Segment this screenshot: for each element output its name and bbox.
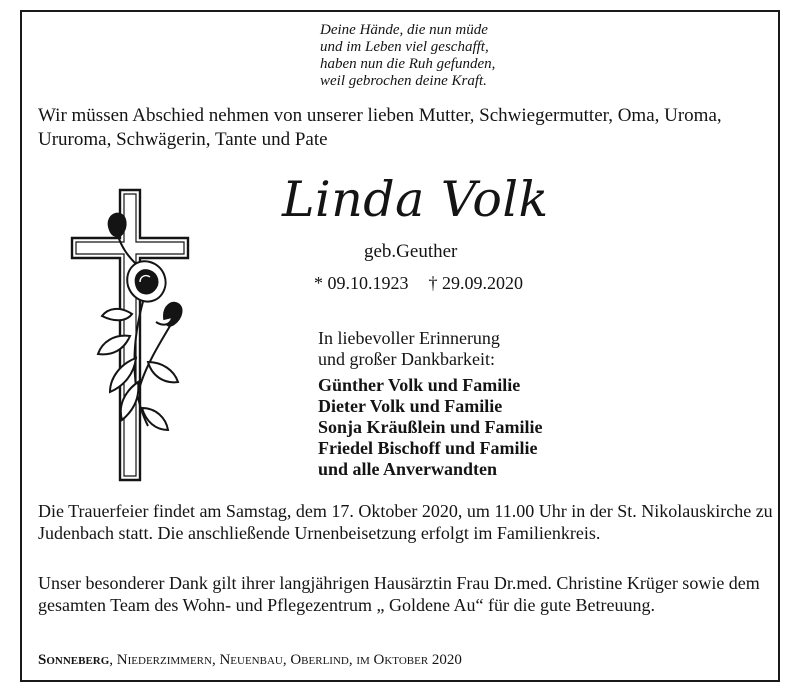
thanks-paragraph: Unser besonderer Dank gilt ihrer langjährigen Hausärztin Frau Dr.med. Christine Krüger sowie dem gesamten Team des Wohn- und Pflegezentrum „ Goldene Au“ für die gute Betreuung. (38, 573, 760, 615)
mourner-entry: Sonja Kräußlein und Familie (318, 417, 543, 437)
mourner-entry: und alle Anverwandten (318, 459, 498, 479)
life-dates (314, 272, 523, 294)
deceased-name: Linda Volk (282, 171, 549, 228)
cross-with-roses-icon (66, 186, 196, 486)
death-date: † 29.09.2020 (428, 273, 523, 293)
poem-line: haben nun die Ruh gefunden, (320, 56, 496, 72)
birth-date: * 09.10.1923 (314, 273, 409, 293)
footer-rest: , Niederzimmern, Neuenbau, Oberlind, im Oktober 2020 (109, 652, 462, 668)
mourner-entry: Friedel Bischoff und Familie (318, 438, 538, 458)
poem-line: und im Leben viel geschafft, (320, 39, 489, 55)
footer-place: Sonneberg (38, 652, 110, 668)
place-date-footer (38, 651, 768, 669)
closing-line: In liebevoller Erinnerung (318, 328, 500, 348)
memorial-poem (320, 22, 620, 90)
poem-line: Deine Hände, die nun müde (320, 22, 488, 38)
mourner-entry: Günther Volk und Familie (318, 375, 521, 395)
farewell-intro: Wir müssen Abschied nehmen von unserer lieben Mutter, Schwiegermutter, Oma, Uroma, Ururoma, Schwägerin, Tante und Pate (38, 105, 722, 150)
mourners-list (318, 375, 758, 480)
closing-phrase (318, 328, 758, 370)
closing-line: und großer Dankbarkeit: (318, 349, 495, 369)
funeral-details: Die Trauerfeier findet am Samstag, dem 17. Oktober 2020, um 11.00 Uhr in der St. Nikolauskirche zu Judenbach statt. Die anschließende Urnenbeisetzung erfolgt im Familienkreis. (38, 501, 773, 543)
mourner-entry: Dieter Volk und Familie (318, 396, 503, 416)
poem-line: weil gebrochen deine Kraft. (320, 73, 487, 89)
maiden-name: geb.Geuther (364, 241, 458, 262)
